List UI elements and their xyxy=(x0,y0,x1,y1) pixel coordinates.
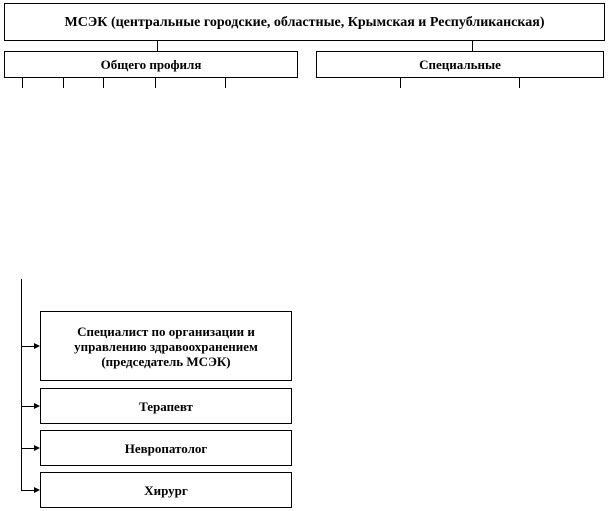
general-tick xyxy=(225,78,226,88)
staff-label: Терапевт xyxy=(139,398,193,414)
connector-root-general xyxy=(157,41,158,51)
special-tick xyxy=(400,78,401,88)
general-tick xyxy=(155,78,156,88)
root-node-msek xyxy=(4,3,605,41)
branch-special xyxy=(316,51,604,78)
special-tick xyxy=(519,78,520,88)
branch-special-label: Специальные xyxy=(419,57,501,72)
staff-box-surgeon xyxy=(40,472,292,508)
connector-root-special xyxy=(472,41,473,51)
staff-label: Специалист по организации и управлению здравоохранением (председатель МСЭК) xyxy=(74,323,258,369)
staff-spine-line xyxy=(21,279,22,490)
general-tick xyxy=(63,78,64,88)
arrow-line-therapist xyxy=(21,406,34,407)
arrow-line-neuro xyxy=(21,448,34,449)
staff-box-organization-specialist xyxy=(40,311,292,381)
staff-box-neuropathologist xyxy=(40,430,292,466)
staff-box-therapist xyxy=(40,388,292,424)
general-tick xyxy=(22,78,23,88)
staff-label: Невропатолог xyxy=(124,440,208,456)
arrow-line-spec-org xyxy=(21,346,34,347)
root-node-label: МСЭК (центральные городские, областные, Крымская и Республиканская) xyxy=(64,14,545,30)
branch-general-profile xyxy=(4,51,298,78)
staff-label: Хирург xyxy=(144,482,188,498)
general-tick xyxy=(103,78,104,88)
arrow-line-surgeon xyxy=(21,490,34,491)
branch-general-label: Общего профиля xyxy=(100,57,202,72)
